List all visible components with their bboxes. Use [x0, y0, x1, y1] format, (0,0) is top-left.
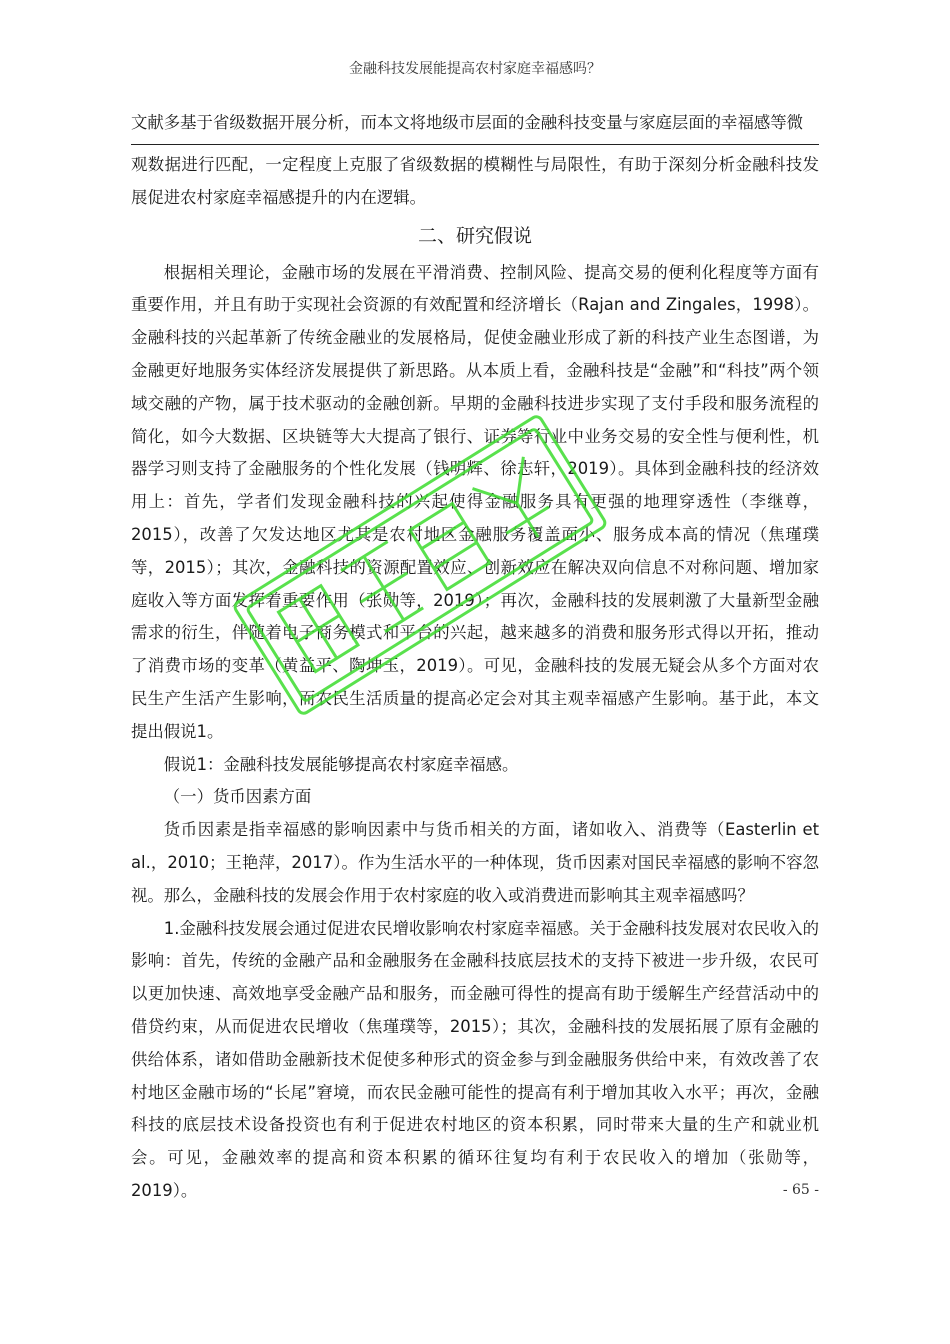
hypothesis-1: 假说1：金融科技发展能够提高农村家庭幸福感。 — [163, 754, 519, 774]
paragraph-theory: 根据相关理论，金融市场的发展在平滑消费、控制风险、提高交易的便利化程度等方面有重要作用，并且有助于实现社会资源的有效配置和经济增长（Rajan and Zingales，1998）。金融科技的兴起革新了传统金融业的发展格局，促使金融业形成了新的科技产业生态图谱，为金融更好地服务实体经济发展提供了新思路。从本质上看，金融科技是“金融”和“科技”两个领域交融的产物，属于技术驱动的金融创新。早期的金融科技进步实现了支付手段和服务流程的简化，如今大数据、区块链等大大提高了银行、证券等行业中业务交易的安全性与便利性，机器学习则支持了金融服务的个性化发展（钱明辉、徐志轩，2019）。具体到金融科技的经济效用上：首先，学者们发现金融科技的兴起使得金融服务具有更强的地理穿透性（李继尊，2015），改善了欠发达地区尤其是农村地区金融服务覆盖面小、服务成本高的情况（焦瑾璞等，2015）；其次，金融科技的资源配置效应、创新效应在解决双向信息不对称问题、增加家庭收入等方面发挥着重要作用（张勋等，2019）；再次，金融科技的发展刺激了大量新型金融需求的衍生，伴随着电子商务模式和平台的兴起，越来越多的消费和服务形式得以开拓，推动了消费市场的变革（黄益平、陶坤玉，2019）。可见，金融科技的发展无疑会从多个方面对农民生产生活产生影响，而农民生活质量的提高必定会对其主观幸福感产生影响。基于此，本文提出假说1。 — [131, 262, 819, 741]
page-number: - 65 - — [782, 1182, 819, 1198]
subsection-heading: （一）货币因素方面 — [163, 787, 312, 807]
section-heading: 二、研究假说 — [417, 224, 532, 247]
paragraph-continuation: 观数据进行匹配，一定程度上克服了省级数据的模糊性与局限性，有助于深刻分析金融科技发展促进农村家庭幸福感提升的内在逻辑。 — [131, 155, 819, 207]
paragraph-income: 1.金融科技发展会通过促进农民增收影响农村家庭幸福感。关于金融科技发展对农民收入的影响：首先，传统的金融产品和金融服务在金融科技底层技术的支持下被进一步升级，农民可以更加快速、高效地享受金融产品和服务，而金融可得性的提高有助于缓解生产经营活动中的借贷约束，从而促进农民增收（焦瑾璞等，2015）；其次，金融科技的发展拓展了原有金融的供给体系，诸如借助金融新技术促使多种形式的资金参与到金融服务供给中来，有效改善了农村地区金融市场的“长尾”窘境，而农民金融可能性的提高有利于增加其收入水平；再次，金融科技的底层技术设备投资也有利于促进农村地区的资本积累，同时带来大量的生产和就业机会。可见，金融效率的提高和资本积累的循环往复均有利于农民收入的增加（张勋等，2019）。 — [131, 918, 819, 1200]
article-body — [131, 108, 819, 1208]
paragraph-continuation-line: 文献多基于省级数据开展分析，而本文将地级市层面的金融科技变量与家庭层面的幸福感等微 — [131, 108, 819, 145]
running-header: 金融科技发展能提高农村家庭幸福感吗？ — [349, 61, 601, 77]
paragraph-monetary: 货币因素是指幸福感的影响因素中与货币相关的方面，诸如收入、消费等（Easterlin et al.，2010；王艳萍，2017）。作为生活水平的一种体现，货币因素对国民幸福感的影响不容忽视。那么，金融科技的发展会作用于农村家庭的收入或消费进而影响其主观幸福感吗？ — [131, 820, 819, 905]
